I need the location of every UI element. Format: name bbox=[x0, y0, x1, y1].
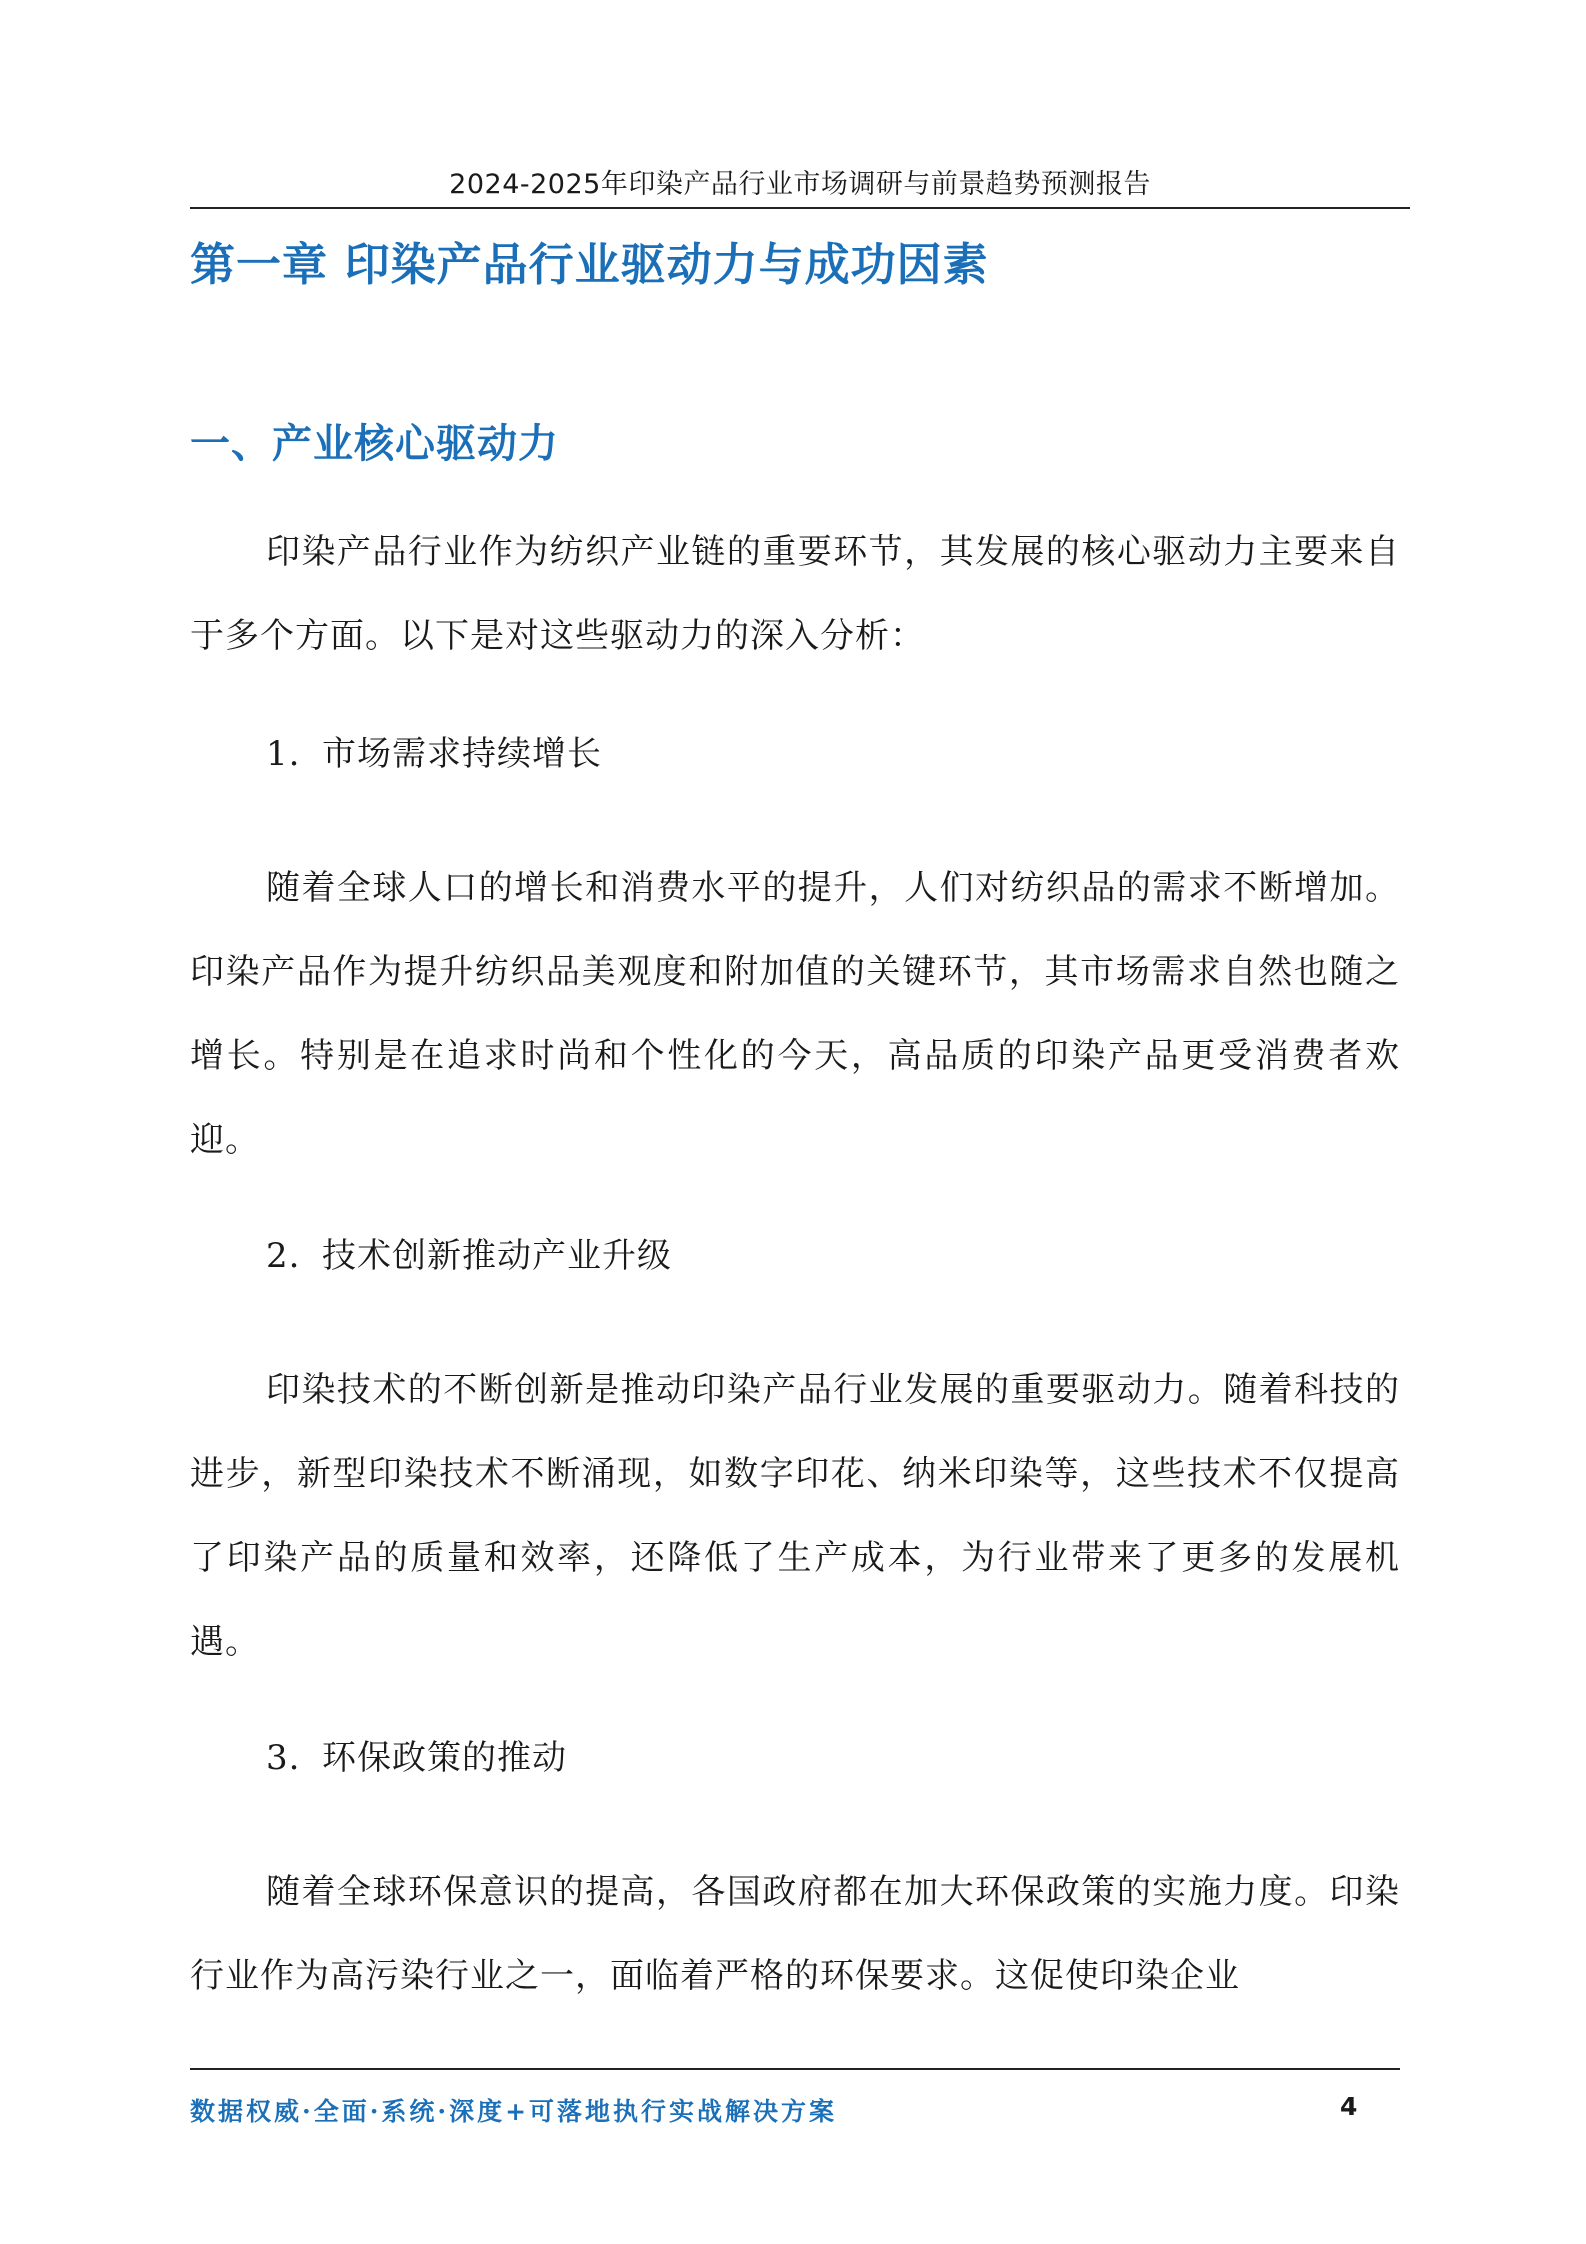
page-number: 4 bbox=[1340, 2092, 1358, 2121]
section-title: 一、产业核心驱动力 bbox=[190, 421, 559, 467]
footer-slogan: 数据权威·全面·系统·深度+可落地执行实战解决方案 bbox=[190, 2097, 838, 2126]
item-number: 3. bbox=[266, 1738, 301, 1778]
header-divider bbox=[190, 207, 1410, 209]
intro-paragraph: 印染产品行业作为纺织产业链的重要环节，其发展的核心驱动力主要来自于多个方面。以下是对这些驱动力的深入分析： bbox=[190, 532, 1400, 656]
item-number: 2. bbox=[266, 1236, 301, 1276]
item-paragraph-1: 随着全球人口的增长和消费水平的提升，人们对纺织品的需求不断增加。印染产品作为提升纺织品美观度和附加值的关键环节，其市场需求自然也随之增长。特别是在追求时尚和个性化的今天，高品质的印染产品更受消费者欢迎。 bbox=[190, 868, 1400, 1160]
footer-divider bbox=[190, 2068, 1400, 2070]
item-heading-3 bbox=[266, 1728, 567, 1788]
item-heading-1 bbox=[266, 724, 602, 784]
item-number: 1. bbox=[266, 734, 301, 774]
item-paragraph-2: 印染技术的不断创新是推动印染产品行业发展的重要驱动力。随着科技的进步，新型印染技术不断涌现，如数字印花、纳米印染等，这些技术不仅提高了印染产品的质量和效率，还降低了生产成本，为行业带来了更多的发展机遇。 bbox=[190, 1370, 1400, 1662]
item-paragraph-3: 随着全球环保意识的提高，各国政府都在加大环保政策的实施力度。印染行业作为高污染行业之一，面临着严格的环保要求。这促使印染企业 bbox=[190, 1872, 1400, 1996]
item-heading-label: 市场需求持续增长 bbox=[322, 734, 602, 774]
running-header: 2024-2025年印染产品行业市场调研与前景趋势预测报告 bbox=[449, 169, 1151, 200]
item-heading-label: 环保政策的推动 bbox=[322, 1738, 567, 1778]
item-heading-2 bbox=[266, 1226, 672, 1286]
chapter-title: 第一章 印染产品行业驱动力与成功因素 bbox=[190, 238, 989, 291]
item-heading-label: 技术创新推动产业升级 bbox=[322, 1236, 672, 1276]
